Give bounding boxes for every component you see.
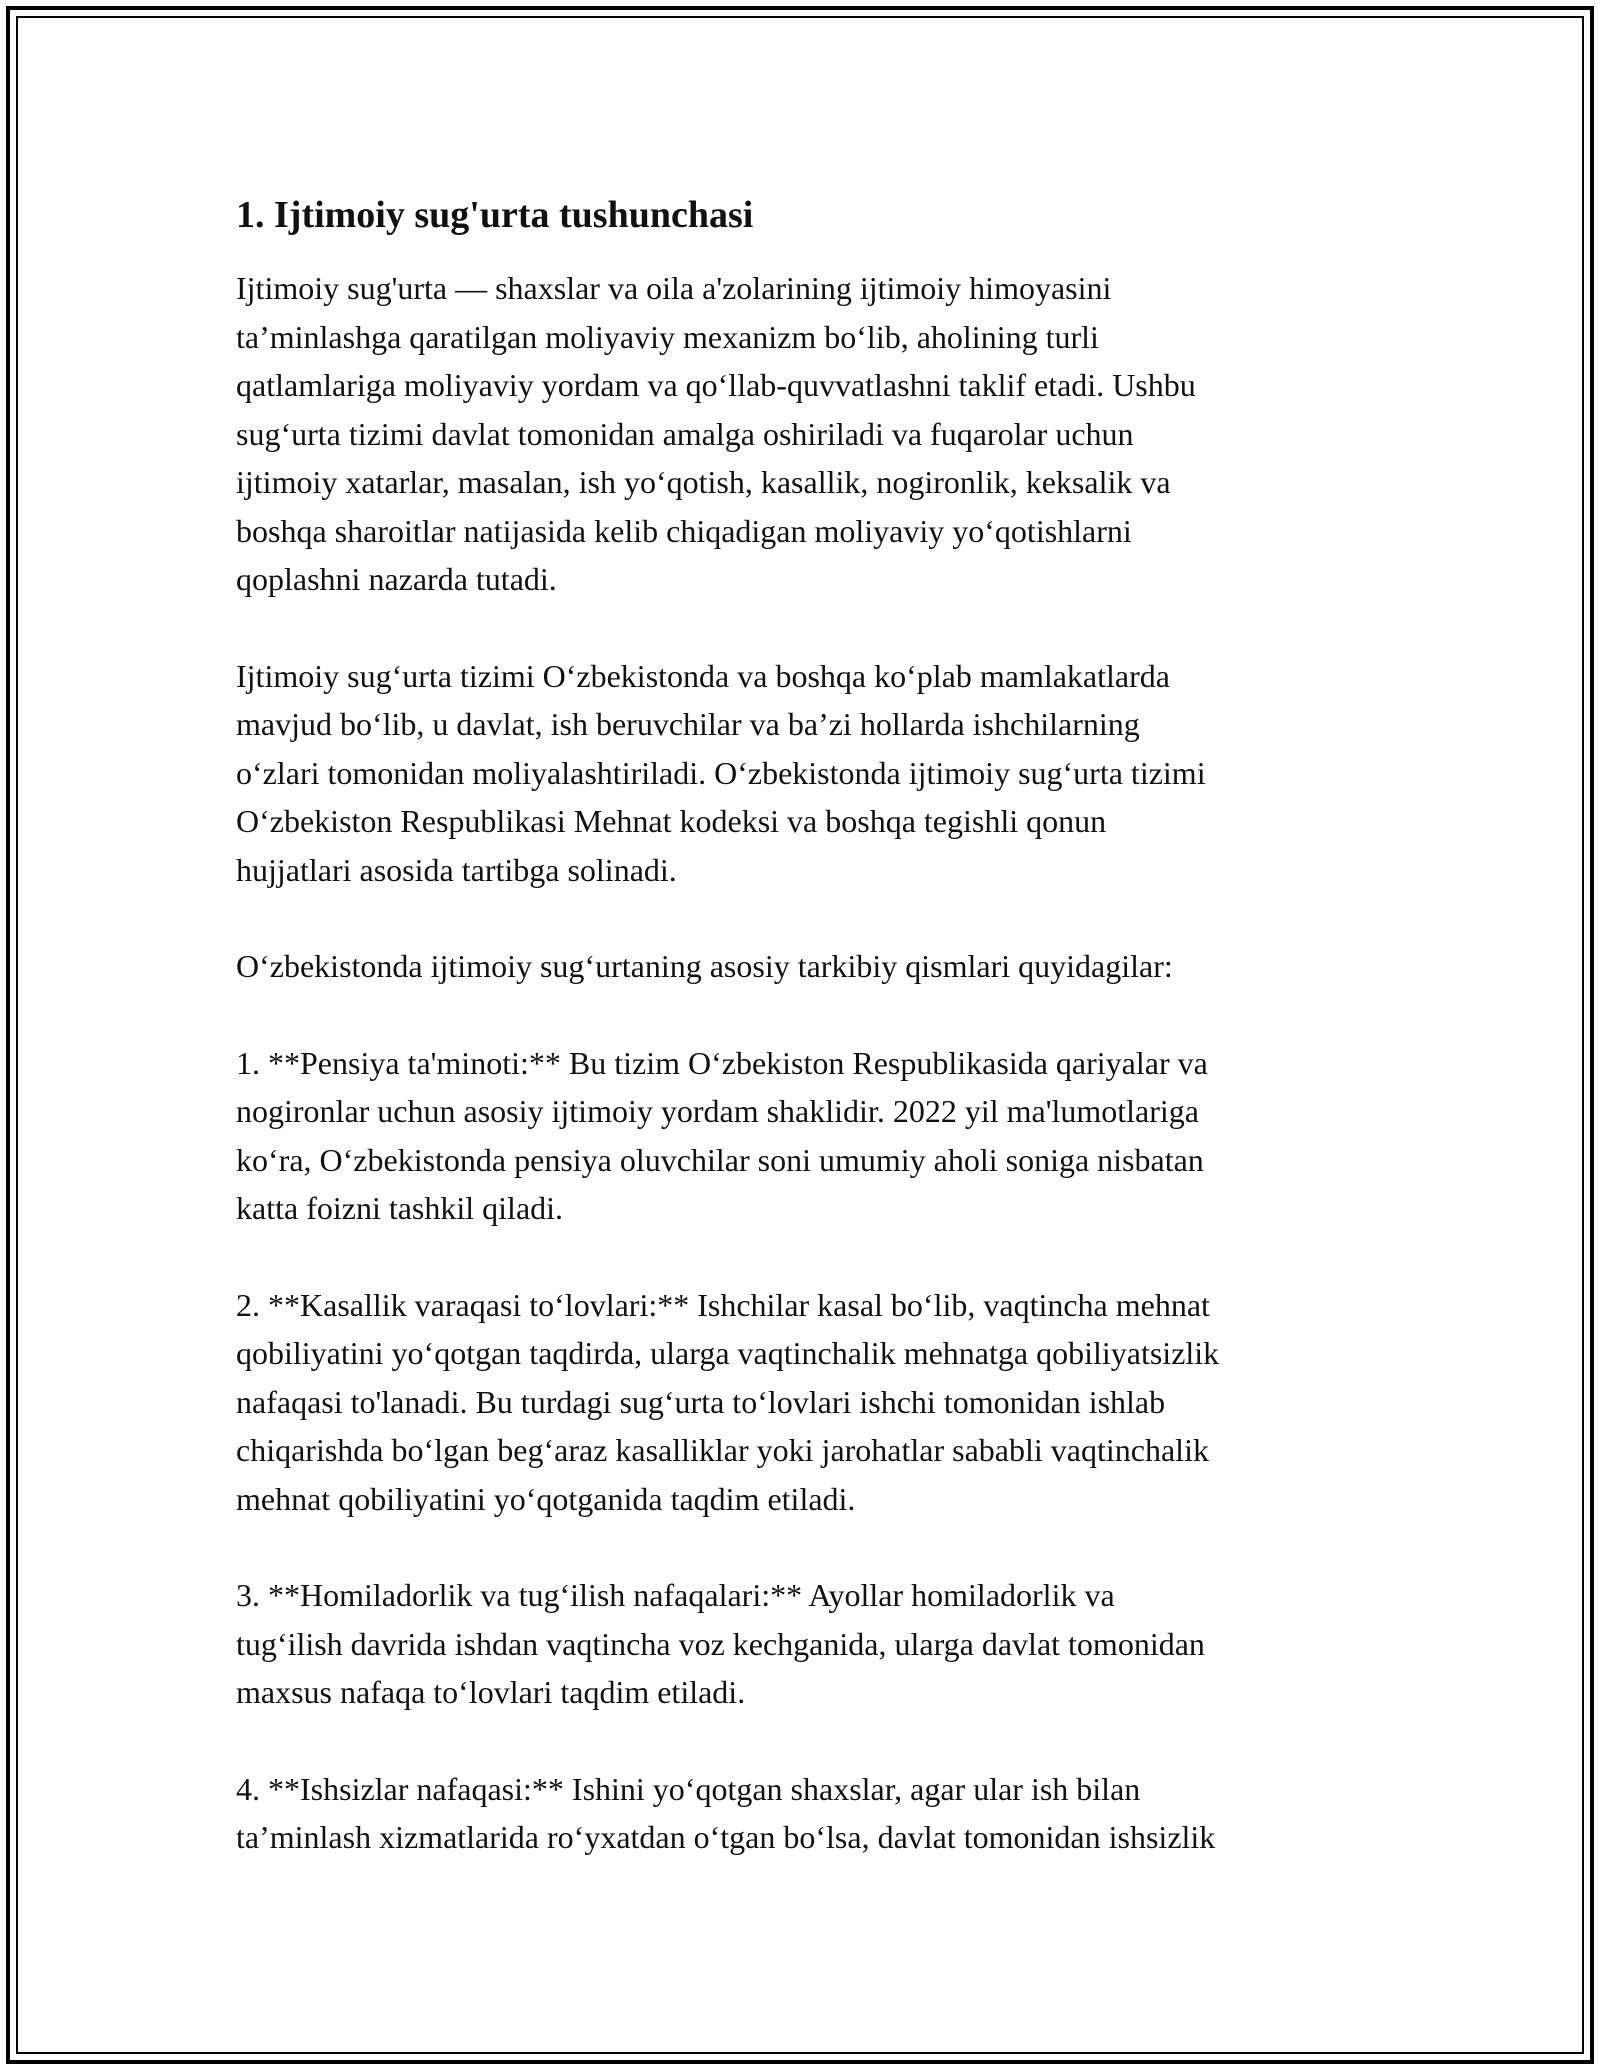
- text-line: Ijtimoiy sug'urta — shaxslar va oila a'zolarining ijtimoiy himoyasini: [236, 270, 1112, 306]
- text-line: qatlamlariga moliyaviy yordam va qo‘llab-quvvatlashni taklif etadi. Ushbu: [236, 367, 1196, 403]
- list-item-unemployment: [236, 1765, 1376, 1862]
- text-line: ko‘ra, O‘zbekistonda pensiya oluvchilar soni umumiy aholi soniga nisbatan: [236, 1141, 1204, 1178]
- text-line: mavjud bo‘lib, u davlat, ish beruvchilar va ba’zi hollarda ishchilarning: [236, 706, 1140, 742]
- document-body: [236, 190, 1376, 1910]
- text-line: mehnat qobiliyatini yo‘qotganida taqdim etiladi.: [236, 1480, 856, 1517]
- text-line: o‘zlari tomonidan moliyalashtiriladi. O‘zbekistonda ijtimoiy sug‘urta tizimi: [236, 754, 1206, 791]
- text-line: 3. **Homiladorlik va tug‘ilish nafaqalari:** Ayollar homiladorlik va: [236, 1577, 1115, 1613]
- text-line: boshqa sharoitlar natijasida kelib chiqadigan moliyaviy yo‘qotishlarni: [236, 512, 1132, 549]
- list-item-pension: [236, 1039, 1376, 1233]
- text-line: qoplashni nazarda tutadi.: [236, 561, 557, 597]
- list-item-sick-leave: [236, 1281, 1376, 1524]
- text-line: 2. **Kasallik varaqasi to‘lovlari:** Ishchilar kasal bo‘lib, vaqtincha mehnat: [236, 1286, 1210, 1323]
- text-line: qobiliyatini yo‘qotgan taqdirda, ularga vaqtinchalik mehnatga qobiliyatsizlik: [236, 1335, 1220, 1371]
- text-line: nogironlar uchun asosiy ijtimoiy yordam shaklidir. 2022 yil ma'lumotlariga: [236, 1093, 1199, 1129]
- text-line: ta’minlash xizmatlarida ro‘yxatdan o‘tgan bo‘lsa, davlat tomonidan ishsizlik: [236, 1819, 1216, 1855]
- text-line: katta foizni tashkil qiladi.: [236, 1190, 564, 1226]
- text-line: Ijtimoiy sug‘urta tizimi O‘zbekistonda va boshqa ko‘plab mamlakatlarda: [236, 657, 1170, 694]
- text-line: O‘zbekistonda ijtimoiy sug‘urtaning asosiy tarkibiy qismlari quyidagilar:: [236, 948, 1173, 984]
- text-line: nafaqasi to'lanadi. Bu turdagi sug‘urta to‘lovlari ishchi tomonidan ishlab: [236, 1383, 1166, 1420]
- paragraph-components-intro: [236, 942, 1376, 991]
- text-line: tug‘ilish davrida ishdan vaqtincha voz kechganida, ularga davlat tomonidan: [236, 1625, 1205, 1662]
- text-line: chiqarishda bo‘lgan beg‘araz kasalliklar yoki jarohatlar sababli vaqtinchalik: [236, 1432, 1209, 1468]
- text-line: ta’minlashga qaratilgan moliyaviy mexanizm bo‘lib, aholining turli: [236, 318, 1099, 355]
- list-item-maternity: [236, 1571, 1376, 1717]
- text-line: O‘zbekiston Respublikasi Mehnat kodeksi va boshqa tegishli qonun: [236, 803, 1107, 839]
- paragraph-system: [236, 652, 1376, 895]
- text-line: sug‘urta tizimi davlat tomonidan amalga oshiriladi va fuqarolar uchun: [236, 415, 1134, 452]
- text-line: hujjatlari asosida tartibga solinadi.: [236, 851, 677, 888]
- paragraph-definition: [236, 264, 1376, 604]
- document-title: 1. Ijtimoiy sug'urta tushunchasi: [236, 194, 754, 236]
- text-line: ijtimoiy xatarlar, masalan, ish yo‘qotish, kasallik, nogironlik, keksalik va: [236, 464, 1171, 500]
- text-line: 1. **Pensiya ta'minoti:** Bu tizim O‘zbekiston Respublikasida qariyalar va: [236, 1044, 1208, 1081]
- text-line: maxsus nafaqa to‘lovlari taqdim etiladi.: [236, 1674, 746, 1710]
- text-line: 4. **Ishsizlar nafaqasi:** Ishini yo‘qotgan shaxslar, agar ular ish bilan: [236, 1770, 1141, 1807]
